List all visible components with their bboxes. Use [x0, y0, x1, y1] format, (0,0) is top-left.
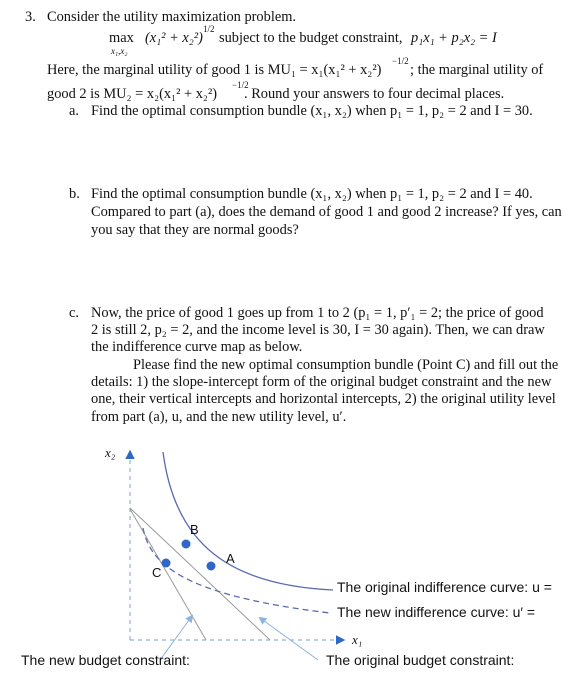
objective-max: max — [109, 30, 134, 46]
part-b-line-2: Compared to part (a), does the demand of good 1 and good 2 increase? If yes, can — [91, 204, 562, 220]
part-b-line-1: Find the optimal consumption bundle (x₁, x₂) when p₁ = 1, p₂ = 2 and I = 40. — [91, 186, 533, 202]
y-axis-label: x₂ — [105, 445, 116, 460]
mu-exponent-1: −1/2 — [392, 56, 409, 66]
new-indifference-label: The new indifference curve: u′ = — [337, 604, 536, 620]
objective-exponent: 1/2 — [203, 24, 215, 34]
mu-line-2-tail: . Round your answers to four decimal places. — [244, 86, 505, 102]
part-b-label: b. — [69, 186, 80, 202]
part-c-line-3: the indifference curve map as below. — [91, 339, 303, 355]
x-axis-label: x₁ — [352, 632, 363, 647]
part-c-label: c. — [69, 305, 79, 321]
point-a-label: A — [226, 551, 235, 566]
problem-intro: Consider the utility maximization problem. — [47, 9, 296, 25]
point-c-label: C — [152, 565, 162, 580]
part-c-line-4: Please find the new optimal consumption bundle (Point C) and fill out the — [133, 357, 559, 373]
original-indifference-label: The original indifference curve: u = — [337, 579, 552, 595]
point-b-marker — [182, 540, 191, 549]
constraint-text: subject to the budget constraint, — [219, 30, 403, 46]
part-c-line-2: 2 is still 2, p₂ = 2, and the income level is 30, I = 30 again). Then, we can draw — [91, 322, 545, 338]
part-c-line-7: from part (a), u, and the new utility level, u′. — [91, 409, 347, 425]
original-indifference-curve — [163, 452, 333, 590]
original-budget-label: The original budget constraint: — [326, 652, 515, 668]
constraint-expression: p₁x₁ + p₂x₂ = I — [411, 30, 497, 46]
part-c-line-5: details: 1) the slope-intercept form of the original budget constraint and the new — [91, 374, 552, 390]
point-c-marker — [162, 559, 171, 568]
new-indifference-curve — [143, 528, 330, 613]
part-a-label: a. — [69, 103, 79, 119]
point-b-label: B — [190, 522, 199, 537]
mu-line-1: Here, the marginal utility of good 1 is MU₁ = x₁(x₁² + x₂²) — [47, 62, 382, 78]
objective-subscript: x₁,x₂ — [111, 46, 128, 56]
part-b-line-3: you say that they are normal goods? — [91, 222, 299, 238]
objective-expression: (x₁² + x₂²) — [145, 30, 203, 46]
problem-number: 3. — [25, 9, 36, 25]
new-budget-label: The new budget constraint: — [21, 652, 190, 668]
part-a-text: Find the optimal consumption bundle (x₁, x₂) when p₁ = 1, p₂ = 2 and I = 30. — [91, 103, 533, 119]
mu-line-1-tail: ; the marginal utility of — [410, 62, 544, 78]
point-a-marker — [207, 562, 216, 571]
part-c-line-6: one, their vertical intercepts and horizontal intercepts, 2) the original utility level — [91, 391, 556, 407]
part-c-line-1: Now, the price of good 1 goes up from 1 to 2 (p₁ = 1, p′₁ = 2; the price of good — [91, 305, 544, 321]
mu-line-2: good 2 is MU₂ = x₂(x₁² + x₂²) — [47, 86, 218, 102]
mu-exponent-2: −1/2 — [232, 80, 249, 90]
